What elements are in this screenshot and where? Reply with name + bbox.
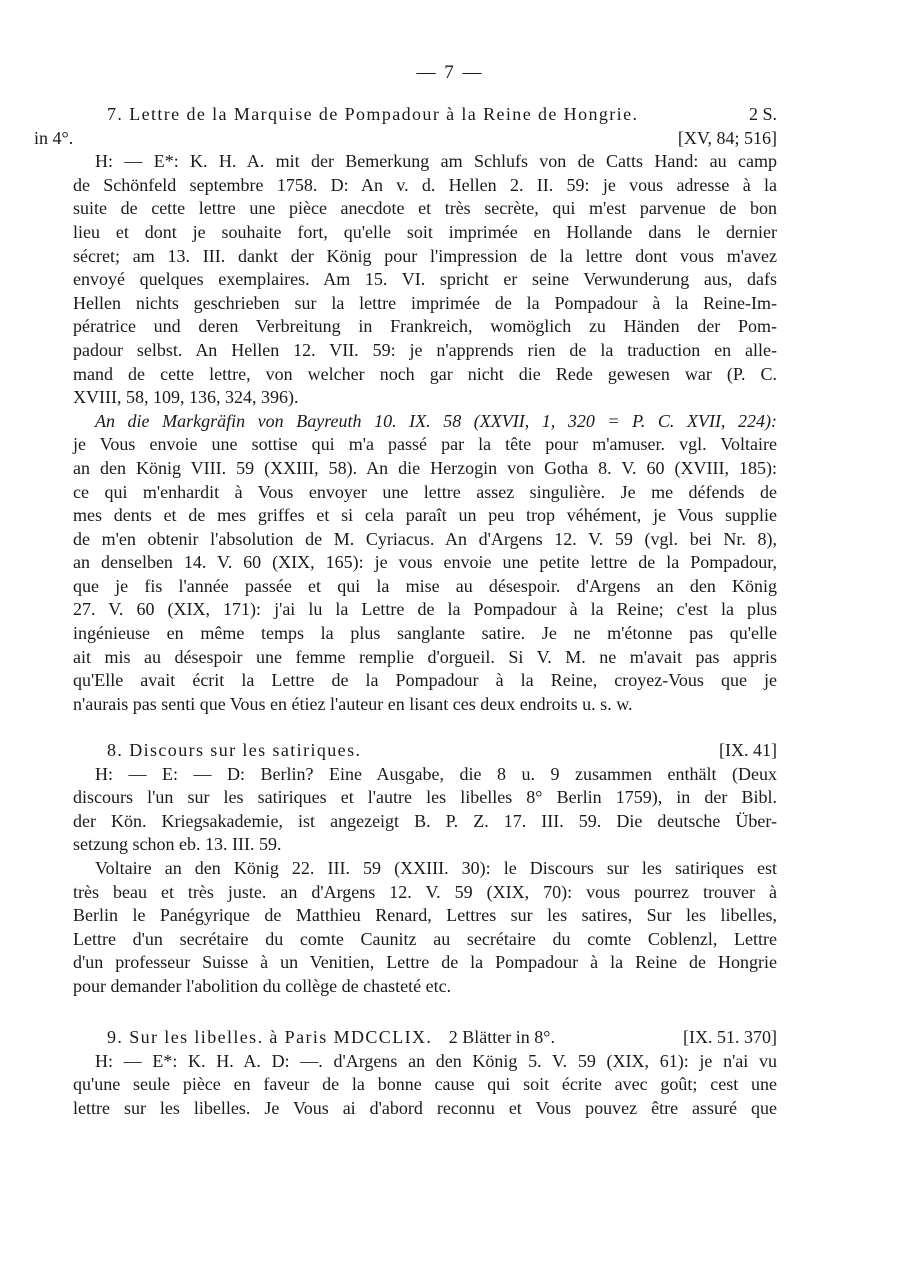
text-line: de Schönfeld septembre 1758. D: An v. d. Hellen 2. II. 59: je vous adresse à la (73, 174, 777, 195)
text-line: lieu et dont je souhaite fort, qu'elle soit imprimée en Hollande dans le dernier (73, 221, 777, 242)
entry-heading (73, 103, 777, 127)
entry-heading (73, 739, 777, 763)
entry-meta: 2 Blätter in 8°. (448, 1027, 555, 1047)
text-line: discours l'un sur les satiriques et l'autre les libelles 8° Berlin 1759), in der Bibl. (73, 787, 777, 808)
text-line: ce qui m'enhardit à Vous envoyer une lettre assez singulière. Je me défends de (73, 481, 777, 502)
text-line: envoyé quelques exemplaires. Am 15. VI. spricht er seine Verwunderung aus, dafs (73, 269, 777, 290)
entry-9 (73, 1026, 777, 1120)
text-line: H: — E*: K. H. A. mit der Bemerkung am Schlufs von de Catts Hand: au camp (95, 151, 777, 172)
entry-reference: [XV, 84; 516] (677, 127, 777, 148)
page-number: — 7 — (416, 62, 484, 83)
entry-7 (34, 103, 777, 716)
entry-8 (73, 739, 777, 999)
entry-heading (73, 1026, 777, 1050)
text-line: ait mis au désespoir une femme remplie d'orgueil. Si V. M. ne m'avait pas appris (73, 646, 777, 667)
text-line: setzung schon eb. 13. III. 59. (73, 834, 282, 855)
text-line: padour selbst. An Hellen 12. VII. 59: je n'apprends rien de la traduction en alle- (73, 339, 777, 360)
entry-heading-continuation (34, 127, 777, 151)
text-line: d'un professeur Suisse à un Venitien, Lettre de la Pompadour à la Reine de Hongrie (73, 952, 777, 973)
entry-meta: 2 S. (748, 104, 777, 124)
text-line: Lettre d'un secrétaire du comte Caunitz au secrétaire du comte Coblenzl, Lettre (73, 928, 777, 949)
entry-title: 9. Sur les libelles. à Paris MDCCLIX. (107, 1027, 433, 1047)
text-line: pératrice und deren Verbreitung in Frankreich, womöglich zu Händen der Pom- (73, 316, 777, 337)
text-line: Hellen nichts geschrieben sur la lettre imprimée de la Pompadour à la Reine-Im- (73, 292, 777, 313)
text-line: an den König VIII. 59 (XXIII, 58). An die Herzogin von Gotha 8. V. 60 (XVIII, 185): (73, 457, 777, 478)
text-line: Voltaire an den König 22. III. 59 (XXIII. 30): le Discours sur les satiriques est (95, 857, 777, 878)
text-line: lettre sur les libelles. Je Vous ai d'abord reconnu et Vous pouvez être assuré que (73, 1097, 777, 1118)
text-line: qu'Elle avait écrit la Lettre de la Pompadour à la Reine, croyez-Vous que je (73, 670, 777, 691)
entry-reference: [IX. 51. 370] (683, 1027, 777, 1047)
text-line: mand de cette lettre, von welcher noch gar nicht die Rede gewesen war (P. C. (73, 363, 777, 384)
text-line: très beau et très juste. an d'Argens 12. V. 59 (XIX, 70): vous pourrez trouver à (73, 881, 777, 902)
text-line: que je fis l'année passée et qui la mise au désespoir. d'Argens an den König (73, 575, 777, 596)
entry-title: 7. Lettre de la Marquise de Pompadour à la Reine de Hongrie. (107, 104, 639, 124)
text-line: An die Markgräfin von Bayreuth 10. IX. 58 (XXVII, 1, 320 = P. C. XVII, 224): (95, 410, 777, 431)
text-line: n'aurais pas senti que Vous en étiez l'auteur en lisant ces deux endroits u. s. w. (73, 693, 633, 714)
text-line: sécret; am 13. III. dankt der König pour l'impression de la lettre dont vous m'avez (73, 245, 777, 266)
text-line: de m'en obtenir l'absolution de M. Cyriacus. An d'Argens 12. V. 59 (vgl. bei Nr. 8), (73, 528, 777, 549)
text-line: an denselben 14. V. 60 (XIX, 165): je vous envoie une petite lettre de la Pompadour, (73, 552, 777, 573)
text-line: ingénieuse en même temps la plus sanglante satire. Je ne m'étonne pas qu'elle (73, 623, 777, 644)
text-line: pour demander l'abolition du collège de chasteté etc. (73, 975, 452, 996)
text-line: qu'une seule pièce en faveur de la bonne cause qui soit écrite avec goût; cest une (73, 1074, 777, 1095)
text-line: der Kön. Kriegsakademie, ist angezeigt B. P. Z. 17. III. 59. Die deutsche Über- (73, 810, 777, 831)
entry-title-group (107, 1026, 555, 1050)
entry-title: 8. Discours sur les satiriques. (107, 740, 362, 760)
text-line: H: — E*: K. H. A. D: —. d'Argens an den König 5. V. 59 (XIX, 61): je n'ai vu (95, 1050, 777, 1071)
text-line: suite de cette lettre une pièce anecdote et très secrète, qui m'est parvenue de bon (73, 198, 777, 219)
text-line: 27. V. 60 (XIX, 171): j'ai lu la Lettre de la Pompadour à la Reine; c'est la plus (73, 599, 777, 620)
text-line: XVIII, 58, 109, 136, 324, 396). (73, 387, 299, 408)
text-line: je Vous envoie une sottise qui m'a passé par la tête pour m'amuser. vgl. Voltaire (73, 434, 777, 455)
text-line: Berlin le Panégyrique de Matthieu Renard, Lettres sur les satires, Sur les libelles, (73, 905, 777, 926)
entry-reference: [IX. 41] (719, 740, 777, 760)
text-line: mes dents et de mes griffes et si cela paraît un peu trop véhément, je Vous supplie (73, 505, 777, 526)
entry-format: in 4°. (34, 127, 74, 148)
text-line: H: — E: — D: Berlin? Eine Ausgabe, die 8 u. 9 zusammen enthält (Deux (95, 763, 777, 784)
